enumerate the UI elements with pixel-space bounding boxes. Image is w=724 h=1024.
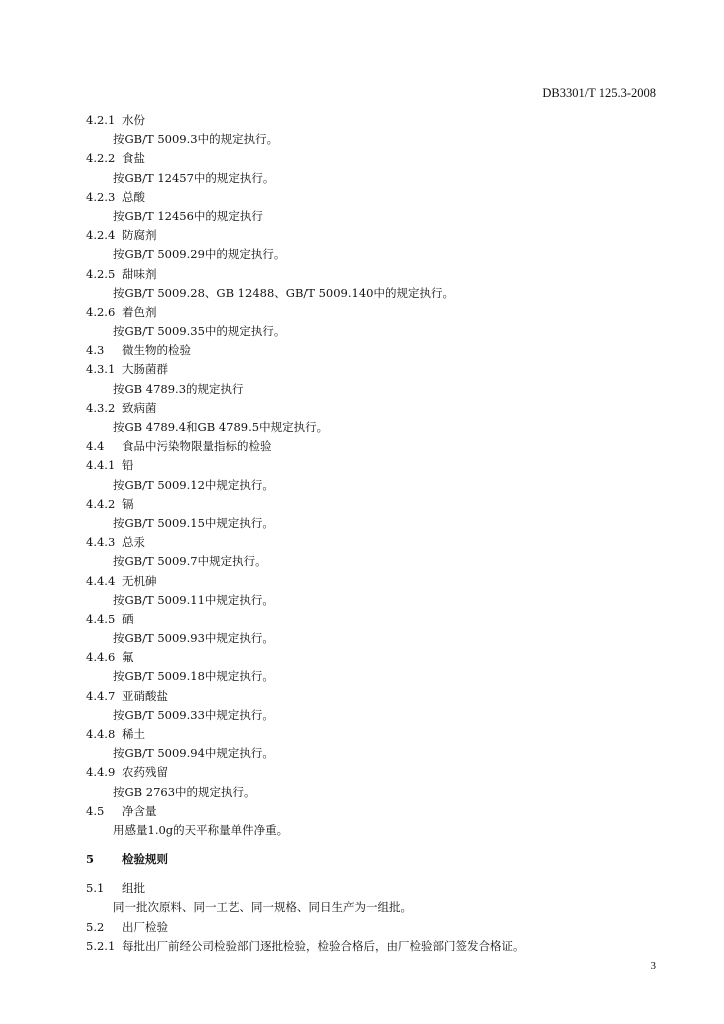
clause-title: 致病菌 — [122, 400, 157, 415]
clause-body: 按GB 4789.3的规定执行 — [113, 381, 244, 396]
clause-number: 4.4.4 — [86, 573, 116, 588]
clause-title: 亚硝酸盐 — [122, 688, 168, 703]
clause-body: 按GB 2763中的规定执行。 — [113, 784, 256, 799]
clause-title: 出厂检验 — [122, 919, 168, 934]
clause-body: 按GB 4789.4和GB 4789.5中规定执行。 — [113, 420, 329, 434]
clause-heading — [0, 226, 724, 245]
clause-heading — [0, 111, 724, 130]
clause-body: 同一批次原料、同一工艺、同一规格、同日生产为一组批。 — [113, 900, 412, 915]
clause-heading — [0, 437, 724, 456]
clause-body: 按GB/T 5009.35中的规定执行。 — [113, 324, 286, 339]
clause-heading — [0, 399, 724, 418]
clause-heading — [0, 533, 724, 552]
clause-heading — [0, 937, 724, 956]
clause-body: 用感量1.0g的天平称量单件净重。 — [113, 822, 289, 837]
clause-number: 4.4.5 — [86, 611, 116, 626]
clause-title: 无机砷 — [122, 573, 157, 588]
clause-heading — [0, 495, 724, 514]
clause-title: 硒 — [122, 611, 134, 626]
clause-heading — [0, 572, 724, 591]
section-4-list — [0, 111, 724, 840]
clause-body: 按GB/T 5009.7中规定执行。 — [113, 554, 267, 569]
clause-heading — [0, 188, 724, 207]
clause-title: 防腐剂 — [122, 228, 157, 243]
clause-number: 5.2.1 — [86, 938, 116, 953]
clause-heading — [0, 687, 724, 706]
clause-heading — [0, 610, 724, 629]
clause-number: 4.3.1 — [86, 362, 116, 377]
clause-title: 净含量 — [122, 803, 157, 818]
clause-number: 4.3.2 — [86, 400, 116, 415]
clause-title: 稀土 — [122, 727, 145, 741]
clause-body: 按GB/T 5009.18中规定执行。 — [113, 669, 274, 684]
clause-number: 4.2.1 — [86, 113, 116, 127]
clause-heading — [0, 456, 724, 475]
section-title: 检验规则 — [122, 852, 168, 867]
clause-heading — [0, 149, 724, 168]
clause-body: 按GB/T 5009.93中规定执行。 — [113, 631, 274, 646]
clause-title: 大肠菌群 — [122, 362, 168, 377]
clause-number: 4.4.2 — [86, 496, 116, 511]
clause-body: 按GB/T 5009.28、GB 12488、GB/T 5009.140中的规定执行。 — [113, 285, 454, 300]
section-5-heading — [0, 850, 724, 869]
clause-body: 按GB/T 5009.33中规定执行。 — [113, 707, 274, 722]
clause-heading — [0, 763, 724, 782]
section-5-list — [0, 879, 724, 956]
clause-number: 4.4.1 — [86, 458, 116, 473]
clause-number: 4.5 — [86, 803, 105, 818]
clause-heading — [0, 879, 724, 898]
clause-title: 着色剂 — [122, 304, 157, 319]
clause-number: 4.2.5 — [86, 266, 116, 281]
clause-number: 4.4.8 — [86, 727, 116, 741]
clause-number: 4.4.3 — [86, 535, 116, 550]
clause-number: 4.4.6 — [86, 650, 116, 665]
clause-body: 按GB/T 5009.94中规定执行。 — [113, 746, 274, 761]
clause-heading — [0, 725, 724, 744]
clause-heading — [0, 360, 724, 379]
clause-number: 4.2.4 — [86, 228, 116, 243]
clause-number: 5.1 — [86, 881, 105, 896]
section-number: 5 — [86, 852, 95, 867]
clause-number: 4.4.9 — [86, 765, 116, 780]
clause-number: 4.4.7 — [86, 688, 116, 703]
clause-title: 总汞 — [122, 535, 145, 550]
clause-number: 4.3 — [86, 343, 105, 358]
clause-heading — [0, 802, 724, 821]
clause-body: 按GB/T 5009.11中规定执行。 — [113, 592, 274, 607]
clause-number: 4.2.6 — [86, 304, 116, 319]
clause-body: 按GB/T 5009.29中的规定执行。 — [113, 247, 286, 262]
clause-body: 按GB/T 5009.3中的规定执行。 — [113, 132, 279, 147]
clause-body: 按GB/T 5009.12中规定执行。 — [113, 477, 274, 492]
clause-heading — [0, 265, 724, 284]
clause-title: 每批出厂前经公司检验部门逐批检验，检验合格后，由厂检验部门签发合格证。 — [122, 938, 525, 953]
clause-heading — [0, 918, 724, 937]
clause-title: 农药残留 — [122, 765, 168, 780]
clause-title: 氟 — [122, 650, 134, 665]
clause-heading — [0, 341, 724, 360]
clause-body: 按GB/T 12456中的规定执行 — [113, 208, 263, 223]
clause-title: 铅 — [122, 458, 134, 473]
clause-number: 4.2.2 — [86, 151, 116, 166]
clause-title: 微生物的检验 — [122, 343, 191, 358]
clause-body: 按GB/T 5009.15中规定执行。 — [113, 515, 274, 530]
clause-title: 甜味剂 — [122, 266, 157, 281]
page-number: 3 — [650, 960, 656, 972]
clause-heading — [0, 303, 724, 322]
clause-title: 总酸 — [122, 189, 145, 204]
clause-number: 4.4 — [86, 439, 105, 454]
clause-title: 组批 — [122, 881, 145, 896]
document-code: DB3301/T 125.3-2008 — [542, 86, 656, 100]
clause-title: 食盐 — [122, 151, 145, 166]
clause-number: 4.2.3 — [86, 189, 116, 204]
clause-number: 5.2 — [86, 919, 105, 934]
clause-title: 镉 — [122, 496, 134, 511]
clause-body: 按GB/T 12457中的规定执行。 — [113, 170, 275, 185]
clause-heading — [0, 648, 724, 667]
clause-title: 水份 — [122, 113, 145, 127]
clause-title: 食品中污染物限量指标的检验 — [122, 439, 272, 454]
document-body — [0, 111, 724, 956]
